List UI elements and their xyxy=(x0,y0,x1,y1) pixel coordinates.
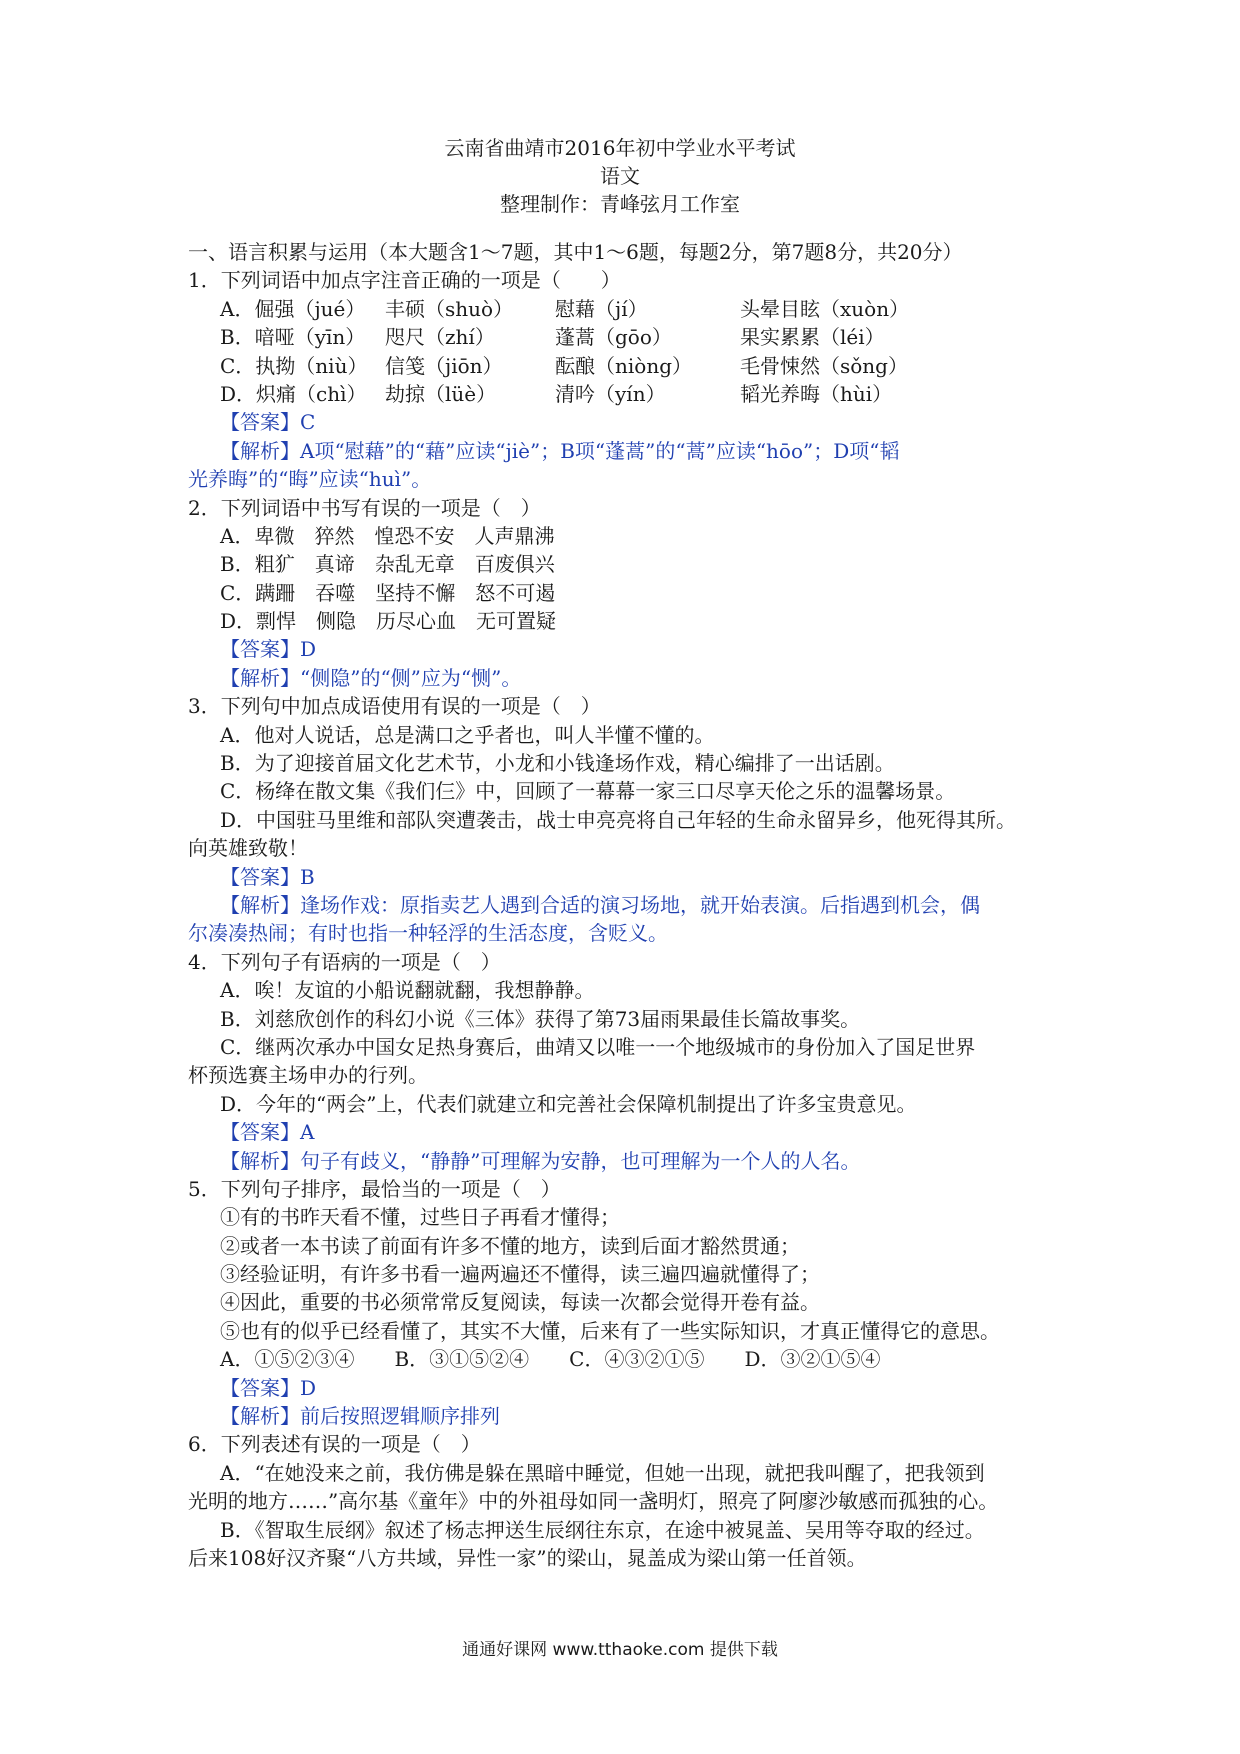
analysis-line xyxy=(188,891,1058,919)
answer-line xyxy=(188,1374,1058,1402)
analysis-text: 逢场作戏：原指卖艺人遇到合适的演习场地，就开始表演。后指遇到机会，偶 xyxy=(300,892,980,917)
analysis-tag: 【解析】 xyxy=(220,665,300,690)
analysis-line xyxy=(188,664,1058,692)
text-line: B．刘慈欣创作的科幻小说《三体》获得了第73届雨果最佳长篇故事奖。 xyxy=(220,1006,861,1031)
option-row xyxy=(188,352,1058,380)
document-title: 云南省曲靖市2016年初中学业水平考试 xyxy=(444,136,796,160)
analysis-continuation: 尔凑凑热闹；有时也指一种轻浮的生活态度，含贬义。 xyxy=(188,921,668,946)
option-cell: A．倔强（jué） xyxy=(220,296,366,321)
option-row xyxy=(188,323,1058,351)
text-line: A．①⑤②③④ B．③①⑤②④ C．④③②①⑤ D．③②①⑤④ xyxy=(220,1347,881,1372)
answer-tag: 【答案】 xyxy=(220,637,300,662)
text-line: C．继两次承办中国女足热身赛后，曲靖又以唯一一个地级城市的身份加入了国足世界 xyxy=(220,1034,976,1059)
answer-tag: 【答案】 xyxy=(220,864,300,889)
text-line: ①有的书昨天看不懂，过些日子再看才懂得； xyxy=(220,1205,620,1230)
analysis-line xyxy=(188,1147,1058,1175)
analysis-continuation: 光养晦”的“晦”应读“huì”。 xyxy=(188,467,432,492)
answer-value: A xyxy=(300,1120,315,1145)
text-line: ③经验证明，有许多书看一遍两遍还不懂得，读三遍四遍就懂得了； xyxy=(220,1262,820,1287)
text-line: C．蹒跚 吞噬 坚持不懈 怒不可遏 xyxy=(220,580,556,605)
answer-line xyxy=(188,1118,1058,1146)
answer-value: C xyxy=(300,410,316,435)
option-cell: 清吟（yín） xyxy=(555,381,666,406)
text-line: 光明的地方……”高尔基《童年》中的外祖母如同一盏明灯，照亮了阿廖沙敏感而孤独的心。 xyxy=(188,1489,999,1514)
text-line: 1．下列词语中加点字注音正确的一项是（ ） xyxy=(188,268,621,293)
option-cell: 毛骨悚然（sǒng） xyxy=(740,353,908,378)
option-row xyxy=(188,380,1058,408)
option-cell: 劫掠（lüè） xyxy=(385,381,497,406)
analysis-text: 句子有歧义，“静静”可理解为安静，也可理解为一个人的人名。 xyxy=(300,1148,861,1173)
text-line: ②或者一本书读了前面有许多不懂的地方，读到后面才豁然贯通； xyxy=(220,1233,800,1258)
option-row xyxy=(188,295,1058,323)
analysis-tag: 【解析】 xyxy=(220,892,300,917)
analysis-text: “侧隐”的“侧”应为“恻”。 xyxy=(300,665,522,690)
text-line: 3．下列句中加点成语使用有误的一项是（ ） xyxy=(188,694,601,719)
text-line: A．唉！友谊的小船说翻就翻，我想静静。 xyxy=(220,978,595,1003)
text-line: 后来108好汉齐聚“八方共域，异性一家”的梁山，晁盖成为梁山第一任首领。 xyxy=(188,1545,867,1570)
analysis-tag: 【解析】 xyxy=(220,1404,300,1429)
text-line: B．为了迎接首届文化艺术节，小龙和小钱逢场作戏，精心编排了一出话剧。 xyxy=(220,751,895,776)
answer-tag: 【答案】 xyxy=(220,1120,300,1145)
option-cell: 酝酿（niòng） xyxy=(555,353,693,378)
text-line: 2．下列词语中书写有误的一项是（ ） xyxy=(188,495,541,520)
option-cell: 信笺（jiōn） xyxy=(385,353,503,378)
answer-tag: 【答案】 xyxy=(220,1375,300,1400)
analysis-line xyxy=(188,437,1058,465)
option-cell: 咫尺（zhí） xyxy=(385,325,495,350)
text-line: D．今年的“两会”上，代表们就建立和完善社会保障机制提出了许多宝贵意见。 xyxy=(220,1091,917,1116)
document-subject: 语文 xyxy=(600,164,640,188)
option-cell: 蓬蒿（gōo） xyxy=(555,325,672,350)
text-line: 杯预选赛主场申办的行列。 xyxy=(188,1063,428,1088)
option-cell: 韬光养晦（hùi） xyxy=(740,381,893,406)
option-cell: B．喑哑（yīn） xyxy=(220,325,366,350)
option-cell: 头晕目眩（xuòn） xyxy=(740,296,910,321)
answer-value: D xyxy=(300,1375,317,1400)
option-cell: D．炽痛（chì） xyxy=(220,381,367,406)
text-line: 向英雄致敬！ xyxy=(188,836,308,861)
analysis-tag: 【解析】 xyxy=(220,1148,300,1173)
text-line: 5．下列句子排序，最恰当的一项是（ ） xyxy=(188,1176,561,1201)
answer-value: D xyxy=(300,637,317,662)
text-line: A．他对人说话，总是满口之乎者也，叫人半懂不懂的。 xyxy=(220,722,715,747)
answer-tag: 【答案】 xyxy=(220,410,300,435)
text-line: ④因此，重要的书必须常常反复阅读，每读一次都会觉得开卷有益。 xyxy=(220,1290,820,1315)
analysis-text: 前后按照逻辑顺序排列 xyxy=(300,1404,500,1429)
text-line: 4．下列句子有语病的一项是（ ） xyxy=(188,949,501,974)
answer-line xyxy=(188,408,1058,436)
exam-content xyxy=(188,238,1058,1572)
text-line: B．粗犷 真谛 杂乱无章 百废俱兴 xyxy=(220,552,555,577)
analysis-tag: 【解析】 xyxy=(220,438,300,463)
answer-line xyxy=(188,863,1058,891)
option-cell: 丰硕（shuò） xyxy=(385,296,514,321)
answer-line xyxy=(188,635,1058,663)
option-cell: C．执拗（niù） xyxy=(220,353,368,378)
text-line: 一、语言积累与运用（本大题含1～7题，其中1～6题，每题2分，第7题8分，共20分） xyxy=(188,240,963,264)
text-line: B．《智取生辰纲》叙述了杨志押送生辰纲往东京，在途中被晁盖、吴用等夺取的经过。 xyxy=(220,1517,985,1542)
text-line: D．剽悍 侧隐 历尽心血 无可置疑 xyxy=(220,609,557,634)
text-line: D．中国驻马里维和部队突遭袭击，战士申亮亮将自己年轻的生命永留异乡，他死得其所。 xyxy=(220,807,1017,832)
document-producer: 整理制作：青峰弦月工作室 xyxy=(500,192,740,216)
text-line: 6．下列表述有误的一项是（ ） xyxy=(188,1432,481,1457)
text-line: A．“在她没来之前，我仿佛是躲在黑暗中睡觉，但她一出现，就把我叫醒了，把我领到 xyxy=(220,1460,985,1485)
option-cell: 慰藉（jí） xyxy=(555,296,648,321)
text-line: A．卑微 猝然 惶恐不安 人声鼎沸 xyxy=(220,523,555,548)
option-cell: 果实累累（léi） xyxy=(740,325,885,350)
answer-value: B xyxy=(300,864,315,889)
page-footer: 通通好课网 www.tthaoke.com 提供下载 xyxy=(462,1640,778,1660)
text-line: C．杨绛在散文集《我们仨》中，回顾了一幕幕一家三口尽享天伦之乐的温馨场景。 xyxy=(220,779,956,804)
text-line: ⑤也有的似乎已经看懂了，其实不大懂，后来有了一些实际知识，才真正懂得它的意思。 xyxy=(220,1318,1000,1343)
analysis-line xyxy=(188,1402,1058,1430)
analysis-text: A项“慰藉”的“藉”应读“jiè”；B项“蓬蒿”的“蒿”应读“hōo”；D项“韬 xyxy=(300,438,900,463)
